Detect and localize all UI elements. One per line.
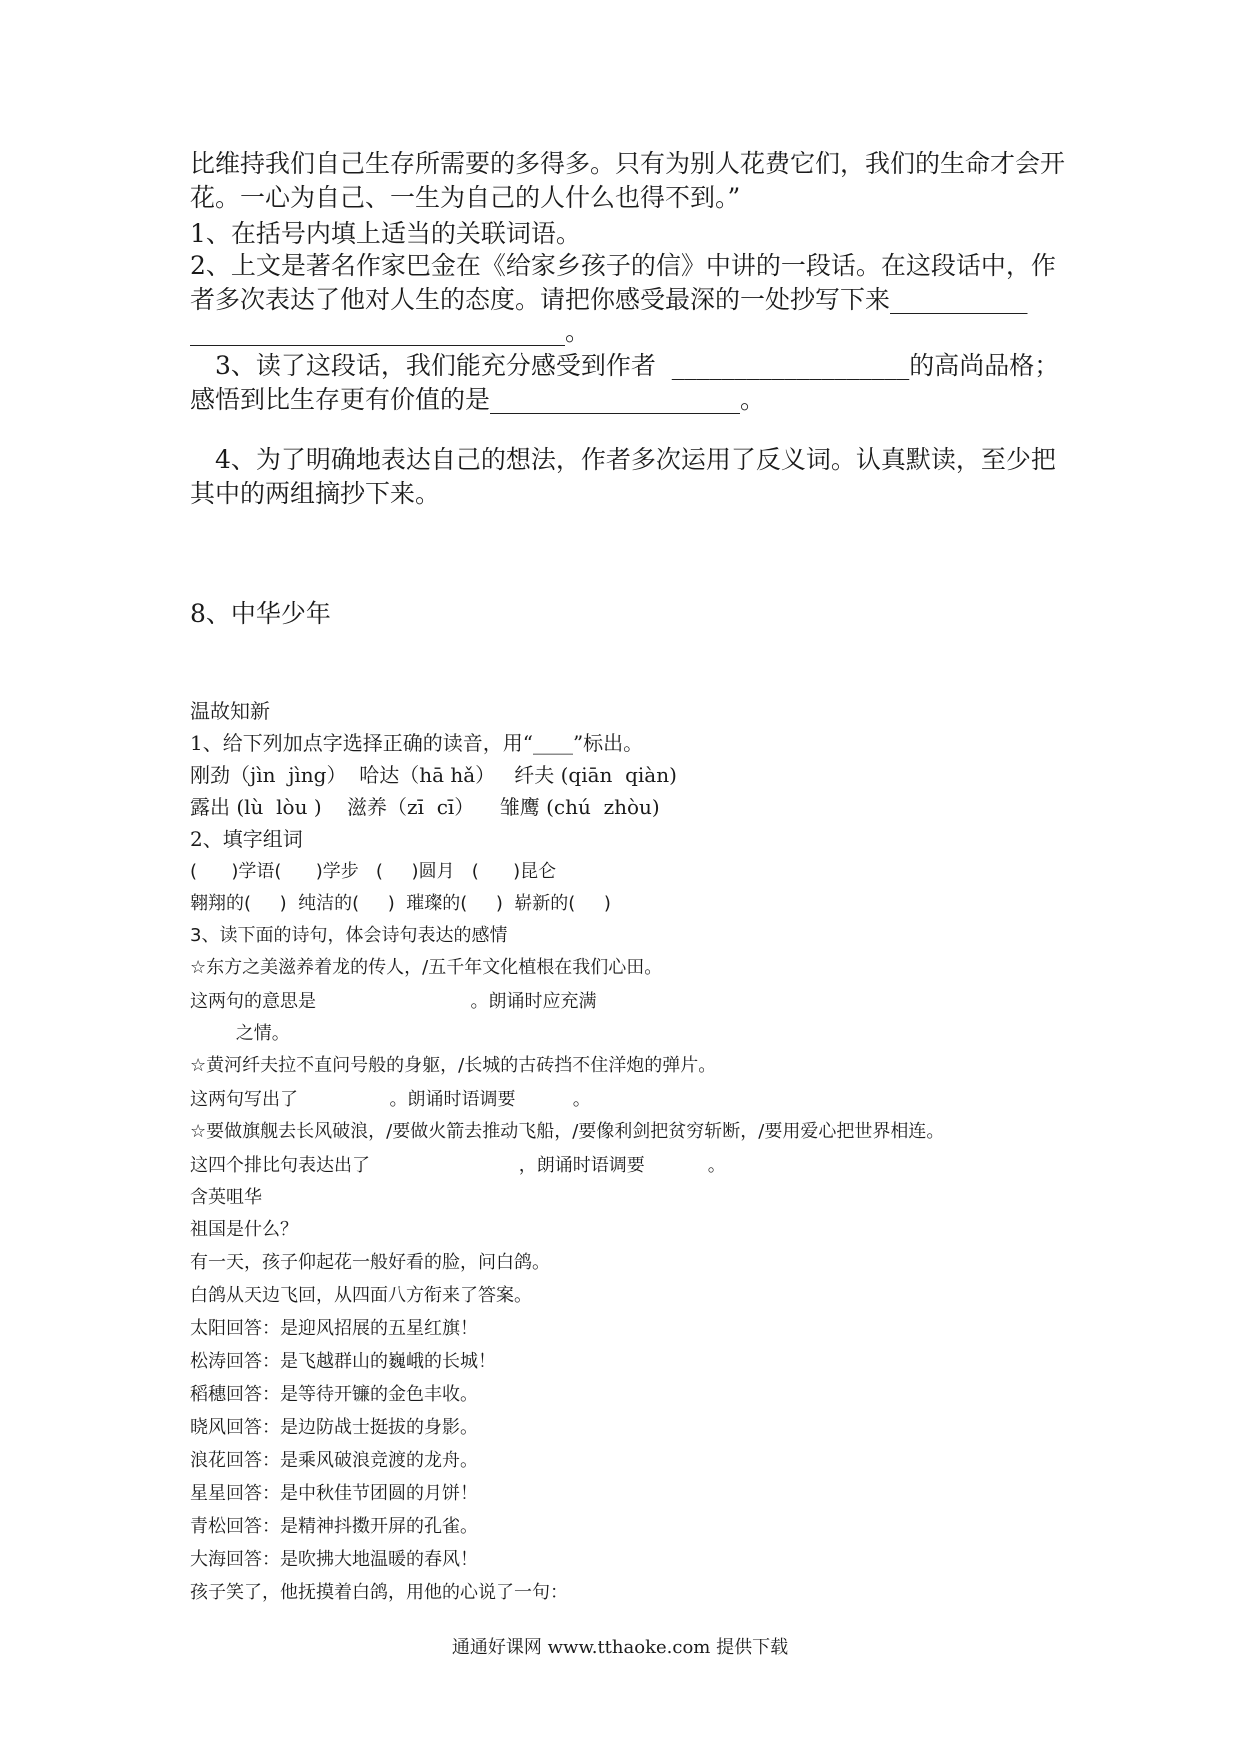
question-2-line: ______________________________。 xyxy=(190,317,591,346)
section-heading-reading: 含英咀华 xyxy=(190,1187,262,1208)
question-2-line: 者多次表达了他对人生的态度。请把你感受最深的一处抄写下来___________ xyxy=(190,285,1028,314)
reading-line: 白鸽从天边飞回，从四面八方衔来了答案。 xyxy=(190,1285,532,1306)
reading-line: 松涛回答：是飞越群山的巍峨的长城！ xyxy=(190,1351,496,1372)
reading-line: 晓风回答：是边防战士挺拔的身影。 xyxy=(190,1417,478,1438)
lesson-title: 8、中华少年 xyxy=(190,599,331,628)
reading-line: 浪花回答：是乘风破浪竞渡的龙舟。 xyxy=(190,1450,478,1471)
review-question-3: 3、读下面的诗句，体会诗句表达的感情 xyxy=(190,925,508,946)
question-3-line: 感悟到比生存更有价值的是____________________。 xyxy=(190,385,766,414)
reading-line: 稻穗回答：是等待开镰的金色丰收。 xyxy=(190,1384,478,1405)
reading-line: 有一天，孩子仰起花一般好看的脸，问白鸽。 xyxy=(190,1252,550,1273)
question-4-line: 其中的两组摘抄下来。 xyxy=(190,479,441,508)
reading-line: 孩子笑了，他抚摸着白鸽，用他的心说了一句： xyxy=(190,1582,568,1603)
question-4-line: 4、为了明确地表达自己的想法，作者多次运用了反义词。认真默读，至少把 xyxy=(190,445,1056,474)
review-question-2: 2、填字组词 xyxy=(190,827,303,851)
reading-line: 大海回答：是吹拂大地温暖的春风！ xyxy=(190,1549,478,1570)
poem-line: ☆黄河纤夫拉不直问号般的身躯，/长城的古砖挡不住洋炮的弹片。 xyxy=(190,1055,717,1076)
reading-line: 祖国是什么？ xyxy=(190,1219,298,1240)
passage-line: 花。一心为自己、一生为自己的人什么也得不到。” xyxy=(190,183,741,212)
review-question-1: 1、给下列加点字选择正确的读音，用“____”标出。 xyxy=(190,731,644,755)
reading-line: 太阳回答：是迎风招展的五星红旗！ xyxy=(190,1318,478,1339)
pinyin-row: 刚劲（jìn jìng） 哈达（hā hǎ） 纤夫 (qiān qiàn) xyxy=(190,763,677,787)
pinyin-row: 露出 (lù lòu ) 滋养（zī cī） 雏鹰 (chú zhòu) xyxy=(190,795,660,819)
fill-word-row: 翱翔的( ) 纯洁的( ) 璀璨的( ) 崭新的( ) xyxy=(190,893,611,914)
fill-word-row: ( )学语( )学步 ( )圆月 ( )昆仑 xyxy=(190,861,557,882)
footer-credit: 通通好课网 www.tthaoke.com 提供下载 xyxy=(451,1637,789,1658)
reading-line: 星星回答：是中秋佳节团圆的月饼！ xyxy=(190,1483,478,1504)
reading-line: 青松回答：是精神抖擞开屏的孔雀。 xyxy=(190,1516,478,1537)
poem-question: 之情。 xyxy=(190,1023,290,1044)
poem-line: ☆东方之美滋养着龙的传人，/五千年文化植根在我们心田。 xyxy=(190,957,663,978)
question-3-line: 3、读了这段话，我们能充分感受到作者 ___________________的高尚品格； xyxy=(190,351,1060,380)
poem-question: 这两句写出了 。朗诵时语调要 。 xyxy=(190,1089,591,1110)
poem-question: 这四个排比句表达出了 ，朗诵时语调要 。 xyxy=(190,1155,726,1176)
question-2-line: 2、上文是著名作家巴金在《给家乡孩子的信》中讲的一段话。在这段话中，作 xyxy=(190,251,1056,280)
section-heading-review: 温故知新 xyxy=(190,699,270,723)
question-1: 1、在括号内填上适当的关联词语。 xyxy=(190,219,581,248)
poem-question: 这两句的意思是 。朗诵时应充满 xyxy=(190,991,597,1012)
poem-line: ☆要做旗舰去长风破浪，/要做火箭去推动飞船，/要像利剑把贫穷斩断，/要用爱心把世界相连。 xyxy=(190,1121,945,1142)
passage-line: 比维持我们自己生存所需要的多得多。只有为别人花费它们，我们的生命才会开 xyxy=(190,149,1066,178)
